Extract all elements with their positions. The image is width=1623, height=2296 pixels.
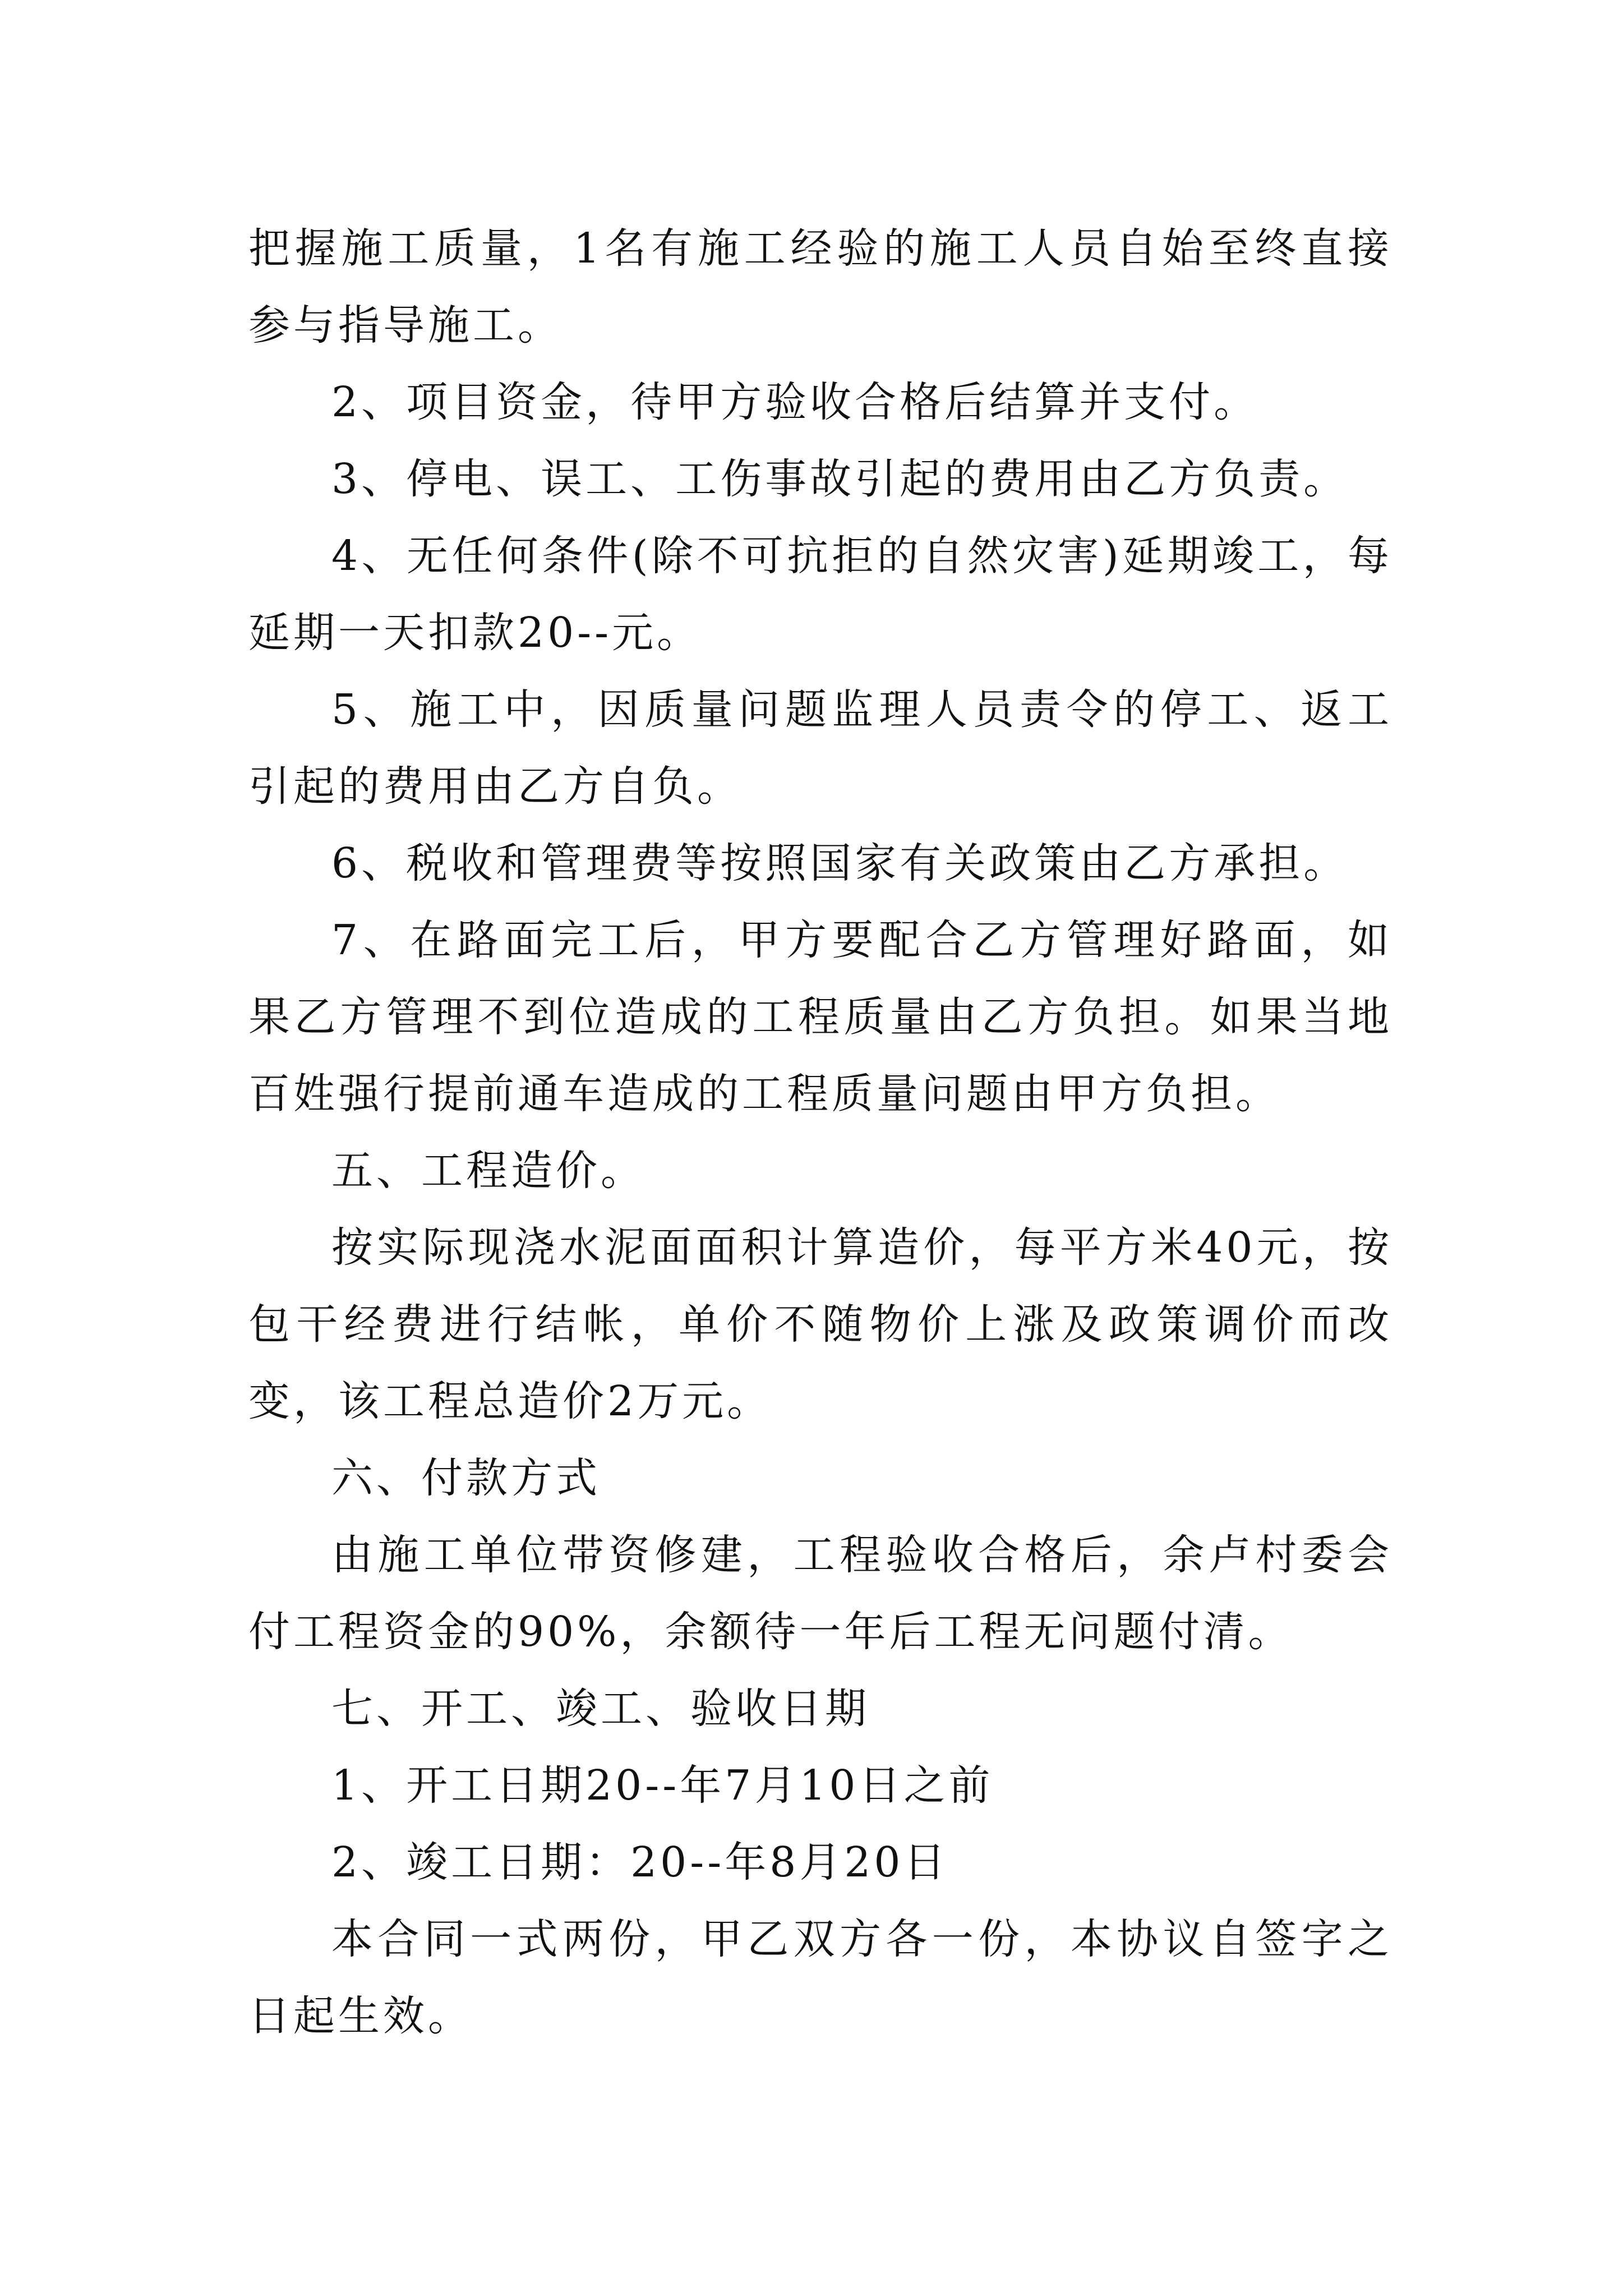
document-body: [248, 210, 1393, 2055]
section-heading-cost: 五、工程造价。: [331, 1147, 645, 1195]
paragraph-payment-details: 由施工单位带资修建，工程验收合格后，余卢村委会付工程资金的90%，余额待一年后工程无问题付清。: [248, 1531, 1393, 1656]
paragraph-cost-details: 按实际现浇水泥面面积计算造价，每平方米40元，按包干经费进行结帐，单价不随物价上涨及政策调价而改变，该工程总造价2万元。: [248, 1223, 1393, 1425]
clause-6-taxes: 6、税收和管理费等按照国家有关政策由乙方承担。: [331, 839, 1349, 887]
clause-5-quality-issues: 5、施工中，因质量问题监理人员责令的停工、返工引起的费用由乙方自负。: [248, 685, 1393, 811]
section-heading-dates: 七、开工、竣工、验收日期: [331, 1685, 870, 1733]
paragraph-continuation: 把握施工质量，1名有施工经验的施工人员自始至终直接参与指导施工。: [248, 224, 1393, 349]
start-date-line: 1、开工日期20--年7月10日之前: [331, 1761, 994, 1810]
completion-date-line: 2、竣工日期：20--年8月20日: [331, 1838, 949, 1887]
clause-3-costs: 3、停电、误工、工伤事故引起的费用由乙方负责。: [331, 455, 1349, 503]
section-heading-payment: 六、付款方式: [331, 1454, 601, 1502]
paragraph-contract-validity: 本合同一式两份，甲乙双方各一份，本协议自签字之日起生效。: [248, 1915, 1393, 2040]
clause-2-funding: 2、项目资金，待甲方验收合格后结算并支付。: [331, 378, 1259, 426]
clause-7-road-management: 7、在路面完工后，甲方要配合乙方管理好路面，如果乙方管理不到位造成的工程质量由乙方负担。如果当地百姓强行提前通车造成的工程质量问题由甲方负担。: [248, 916, 1393, 1118]
clause-4-delay-penalty: 4、无任何条件(除不可抗拒的自然灾害)延期竣工，每延期一天扣款20--元。: [248, 532, 1393, 657]
